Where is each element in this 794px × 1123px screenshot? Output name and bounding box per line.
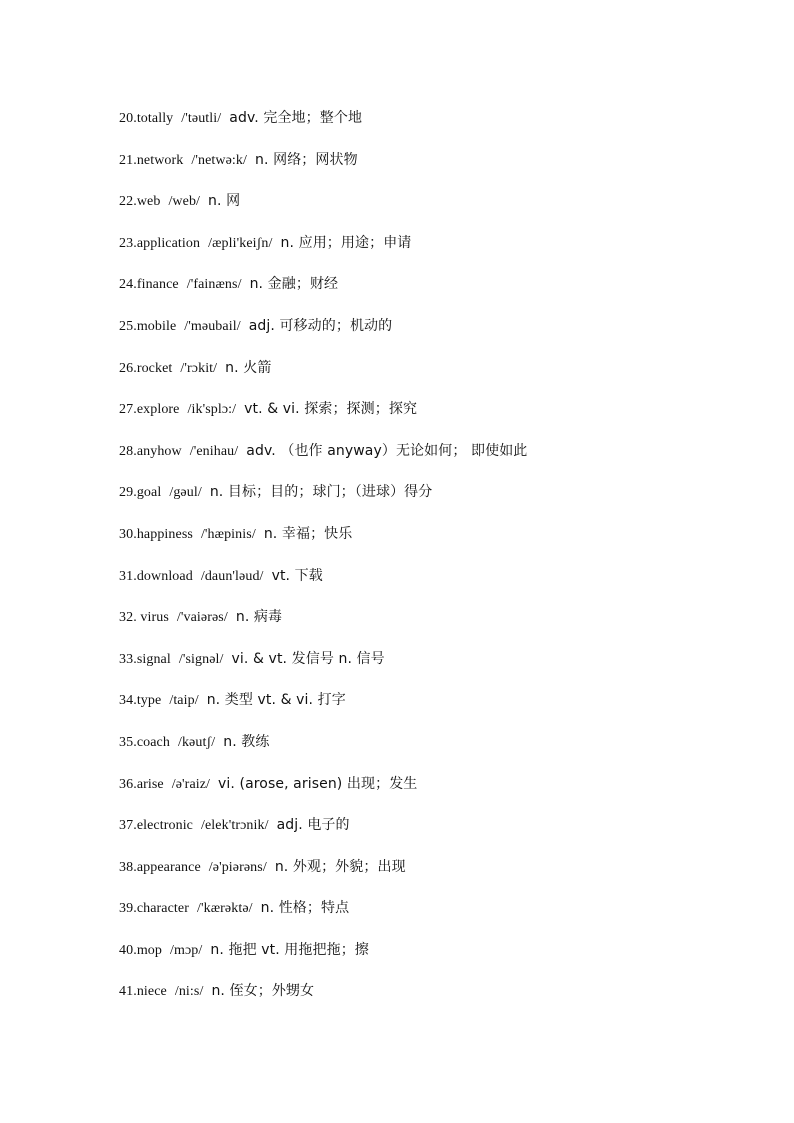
entry-phonetic: /'kærəktə/ [197, 901, 253, 917]
vocab-entry [119, 649, 759, 691]
vocab-entry [119, 191, 759, 233]
vocab-entry [119, 981, 759, 1023]
entry-definition: n. 病毒 [235, 609, 283, 626]
entry-number: 27. [119, 402, 137, 418]
entry-number: 41. [119, 984, 137, 1000]
entry-number: 23. [119, 235, 137, 251]
entry-phonetic: /gəul/ [169, 485, 202, 501]
vocab-entry [119, 399, 759, 441]
entry-word: web [136, 194, 161, 210]
vocab-entry [119, 732, 759, 774]
entry-number: 26. [119, 360, 137, 376]
entry-word: coach [136, 734, 170, 750]
entry-word: signal [136, 651, 171, 667]
entry-number: 39. [119, 901, 137, 917]
vocab-entry [119, 607, 759, 649]
entry-number: 30. [119, 526, 137, 542]
entry-definition: vi. & vt. 发信号 n. 信号 [231, 650, 385, 667]
entry-phonetic: /elek'trɔnik/ [201, 818, 269, 834]
entry-definition: n. 幸福；快乐 [263, 525, 353, 542]
entry-word: electronic [136, 818, 193, 834]
entry-definition: vt. 下载 [271, 567, 323, 584]
entry-word: type [136, 693, 162, 709]
entry-number: 40. [119, 942, 137, 958]
entry-word: niece [136, 984, 167, 1000]
entry-definition: n. 拖把 vt. 用拖把拖；擦 [210, 941, 369, 958]
entry-phonetic: /'hæpinis/ [200, 526, 256, 542]
entry-phonetic: /mɔp/ [170, 942, 203, 958]
entry-definition: adv. （也作 anyway）无论如何； 即使如此 [246, 442, 528, 459]
entry-number: 38. [119, 859, 137, 875]
entry-phonetic: /'təutli/ [181, 111, 222, 126]
vocab-entry [119, 233, 759, 275]
entry-word: goal [136, 485, 162, 501]
entry-definition: vt. & vi. 探索；探测；探究 [244, 401, 418, 418]
vocab-entry [119, 482, 759, 524]
entry-word: character [136, 901, 189, 917]
entry-number: 29. [119, 485, 137, 501]
entry-phonetic: /daun'ləud/ [200, 568, 264, 584]
entry-word: arise [136, 776, 164, 792]
entry-word: virus [140, 610, 169, 626]
entry-number: 32. [119, 610, 141, 626]
vocab-entry [119, 898, 759, 940]
entry-number: 37. [119, 818, 137, 834]
entry-word: finance [136, 277, 179, 293]
entry-word: network [136, 152, 184, 168]
entry-word: happiness [136, 526, 193, 542]
entry-phonetic: /'netwə:k/ [191, 152, 248, 168]
entry-phonetic: /'rɔkit/ [180, 360, 218, 376]
entry-definition: n. 性格；特点 [260, 900, 350, 917]
entry-definition: n. 目标；目的；球门；（进球）得分 [209, 484, 433, 501]
entry-definition: n. 金融；财经 [249, 276, 339, 293]
entry-word: download [136, 568, 193, 584]
entry-phonetic: /web/ [168, 194, 201, 210]
entry-definition: adj. 可移动的；机动的 [248, 317, 393, 334]
entry-word: mobile [136, 318, 177, 334]
vocab-entry [119, 316, 759, 358]
entry-definition: n. 侄女；外甥女 [211, 983, 315, 1000]
entry-word: mop [136, 942, 163, 958]
entry-number: 36. [119, 776, 137, 792]
entry-number: 20. [119, 111, 137, 126]
entry-number: 21. [119, 152, 137, 168]
entry-phonetic: /'enihau/ [189, 443, 239, 459]
entry-definition: adj. 电子的 [276, 817, 350, 834]
entry-word: rocket [136, 360, 173, 376]
entry-number: 35. [119, 734, 137, 750]
vocabulary-list [119, 108, 759, 1023]
entry-definition: n. 火箭 [225, 359, 272, 376]
vocab-entry [119, 774, 759, 816]
entry-phonetic: /'məubail/ [184, 318, 241, 334]
entry-definition: n. 应用；用途；申请 [280, 234, 412, 251]
entry-phonetic: /taip/ [169, 693, 199, 709]
vocab-entry [119, 441, 759, 483]
vocab-entry [119, 524, 759, 566]
entry-number: 33. [119, 651, 137, 667]
entry-word: application [136, 235, 201, 251]
entry-definition: vi. (arose, arisen) 出现；发生 [218, 775, 418, 792]
entry-word: totally [136, 111, 174, 126]
entry-phonetic: /'signəl/ [178, 651, 224, 667]
entry-number: 24. [119, 277, 137, 293]
vocab-entry [119, 815, 759, 857]
vocab-entry [119, 857, 759, 899]
entry-definition: n. 网 [208, 193, 241, 210]
entry-word: explore [136, 402, 180, 418]
entry-word: appearance [136, 859, 201, 875]
entry-phonetic: /ni:s/ [174, 984, 204, 1000]
entry-definition: adv. 完全地；整个地 [229, 110, 363, 126]
vocab-entry [119, 150, 759, 192]
entry-phonetic: /'vaiərəs/ [176, 610, 228, 626]
entry-number: 31. [119, 568, 137, 584]
vocab-entry [119, 690, 759, 732]
vocab-entry [119, 358, 759, 400]
entry-phonetic: /ə'raiz/ [171, 776, 211, 792]
entry-word: anyhow [136, 443, 182, 459]
entry-definition: n. 类型 vt. & vi. 打字 [206, 692, 346, 709]
entry-definition: n. 教练 [223, 733, 270, 750]
vocab-entry [119, 274, 759, 316]
vocab-entry [119, 108, 759, 150]
entry-definition: n. 外观；外貌；出现 [274, 858, 406, 875]
vocab-entry [119, 940, 759, 982]
entry-number: 28. [119, 443, 137, 459]
entry-number: 22. [119, 194, 137, 210]
entry-phonetic: /æpli'keiʃn/ [208, 235, 273, 251]
vocab-entry [119, 566, 759, 608]
entry-phonetic: /'fainæns/ [186, 277, 242, 293]
entry-definition: n. 网络；网状物 [255, 151, 358, 168]
entry-number: 25. [119, 318, 137, 334]
entry-phonetic: /kəutʃ/ [177, 734, 216, 750]
entry-phonetic: /ə'piərəns/ [208, 859, 267, 875]
entry-phonetic: /ik'splɔ:/ [187, 402, 237, 418]
entry-number: 34. [119, 693, 137, 709]
